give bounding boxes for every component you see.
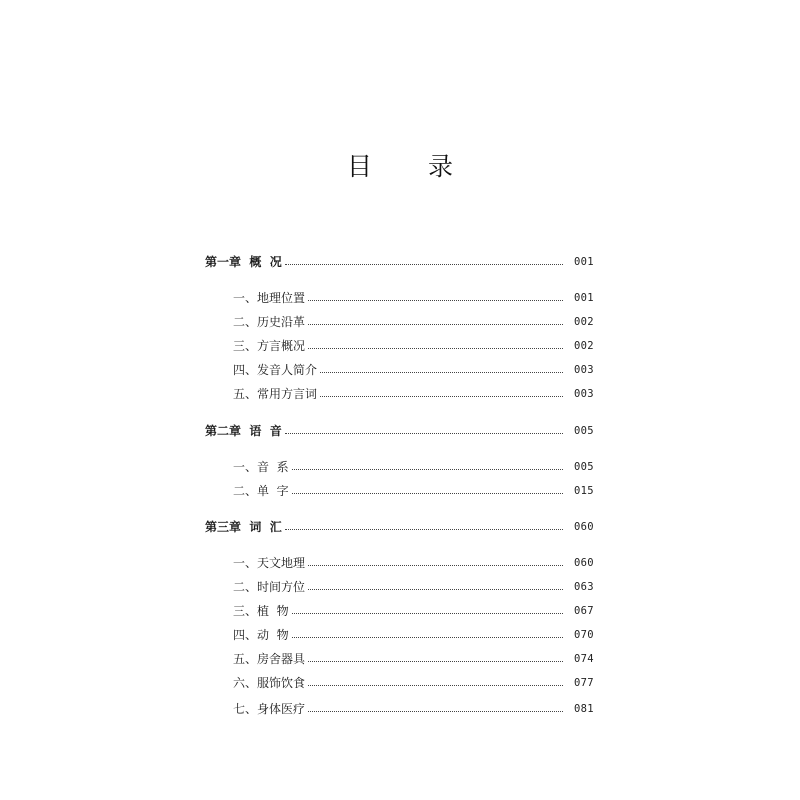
toc-label: 一、地理位置: [233, 291, 306, 305]
toc-label: 二、历史沿革: [233, 315, 306, 329]
dot-leader: [320, 396, 563, 397]
toc-label: 第二章 语 音: [205, 424, 282, 438]
dot-leader: [308, 685, 563, 686]
toc-label: 一、音 系: [233, 460, 289, 474]
toc-label: 五、常用方言词: [233, 387, 318, 401]
toc-section[interactable]: [0, 649, 800, 669]
toc-label: 二、时间方位: [233, 580, 306, 594]
toc-section[interactable]: [0, 288, 800, 308]
toc-section[interactable]: [0, 384, 800, 404]
toc-section[interactable]: [0, 601, 800, 621]
toc-page-number: 001: [574, 292, 594, 304]
toc-chapter-1[interactable]: [0, 252, 800, 272]
toc-label: 第三章 词 汇: [205, 520, 282, 534]
page-title: 目 录: [347, 152, 477, 181]
dot-leader: [292, 637, 563, 638]
toc-label: 一、天文地理: [233, 556, 306, 570]
toc-page-number: 005: [574, 461, 594, 473]
dot-leader: [285, 264, 563, 265]
toc-section[interactable]: [0, 673, 800, 693]
toc-label: 六、服饰饮食: [233, 676, 306, 690]
toc-section[interactable]: [0, 625, 800, 645]
toc-page-number: 067: [574, 605, 594, 617]
toc-page-number: 060: [574, 521, 594, 533]
dot-leader: [285, 529, 563, 530]
toc-section[interactable]: [0, 457, 800, 477]
toc-page-number: 003: [574, 364, 594, 376]
toc-page-number: 002: [574, 316, 594, 328]
toc-page-number: 063: [574, 581, 594, 593]
toc-page-number: 081: [574, 703, 594, 715]
dot-leader: [308, 661, 563, 662]
toc-page-number: 003: [574, 388, 594, 400]
dot-leader: [308, 324, 563, 325]
toc-label: 四、动 物: [233, 628, 289, 642]
toc-section[interactable]: [0, 553, 800, 573]
toc-label: 四、发音人简介: [233, 363, 318, 377]
toc-label: 三、方言概况: [233, 339, 306, 353]
toc-page-number: 015: [574, 485, 594, 497]
toc-page-number: 060: [574, 557, 594, 569]
toc-page-number: 001: [574, 256, 594, 268]
toc-page-number: 070: [574, 629, 594, 641]
toc-chapter-2[interactable]: [0, 421, 800, 441]
toc-section[interactable]: [0, 312, 800, 332]
toc-chapter-3[interactable]: [0, 517, 800, 537]
dot-leader: [308, 589, 563, 590]
toc-page-number: 077: [574, 677, 594, 689]
toc-label: 二、单 字: [233, 484, 289, 498]
dot-leader: [308, 711, 563, 712]
toc-label: 五、房舍器具: [233, 652, 306, 666]
dot-leader: [308, 348, 563, 349]
toc-page-number: 074: [574, 653, 594, 665]
toc-page-number: 005: [574, 425, 594, 437]
toc-label: 三、植 物: [233, 604, 289, 618]
dot-leader: [292, 613, 563, 614]
dot-leader: [308, 300, 563, 301]
dot-leader: [308, 565, 563, 566]
toc-label: 第一章 概 况: [205, 255, 282, 269]
toc-section[interactable]: [0, 699, 800, 719]
toc-section[interactable]: [0, 481, 800, 501]
dot-leader: [292, 493, 563, 494]
toc-page-number: 002: [574, 340, 594, 352]
toc-label: 七、身体医疗: [233, 702, 306, 716]
dot-leader: [285, 433, 563, 434]
toc-section[interactable]: [0, 360, 800, 380]
toc-section[interactable]: [0, 577, 800, 597]
toc-section[interactable]: [0, 336, 800, 356]
dot-leader: [292, 469, 563, 470]
dot-leader: [320, 372, 563, 373]
